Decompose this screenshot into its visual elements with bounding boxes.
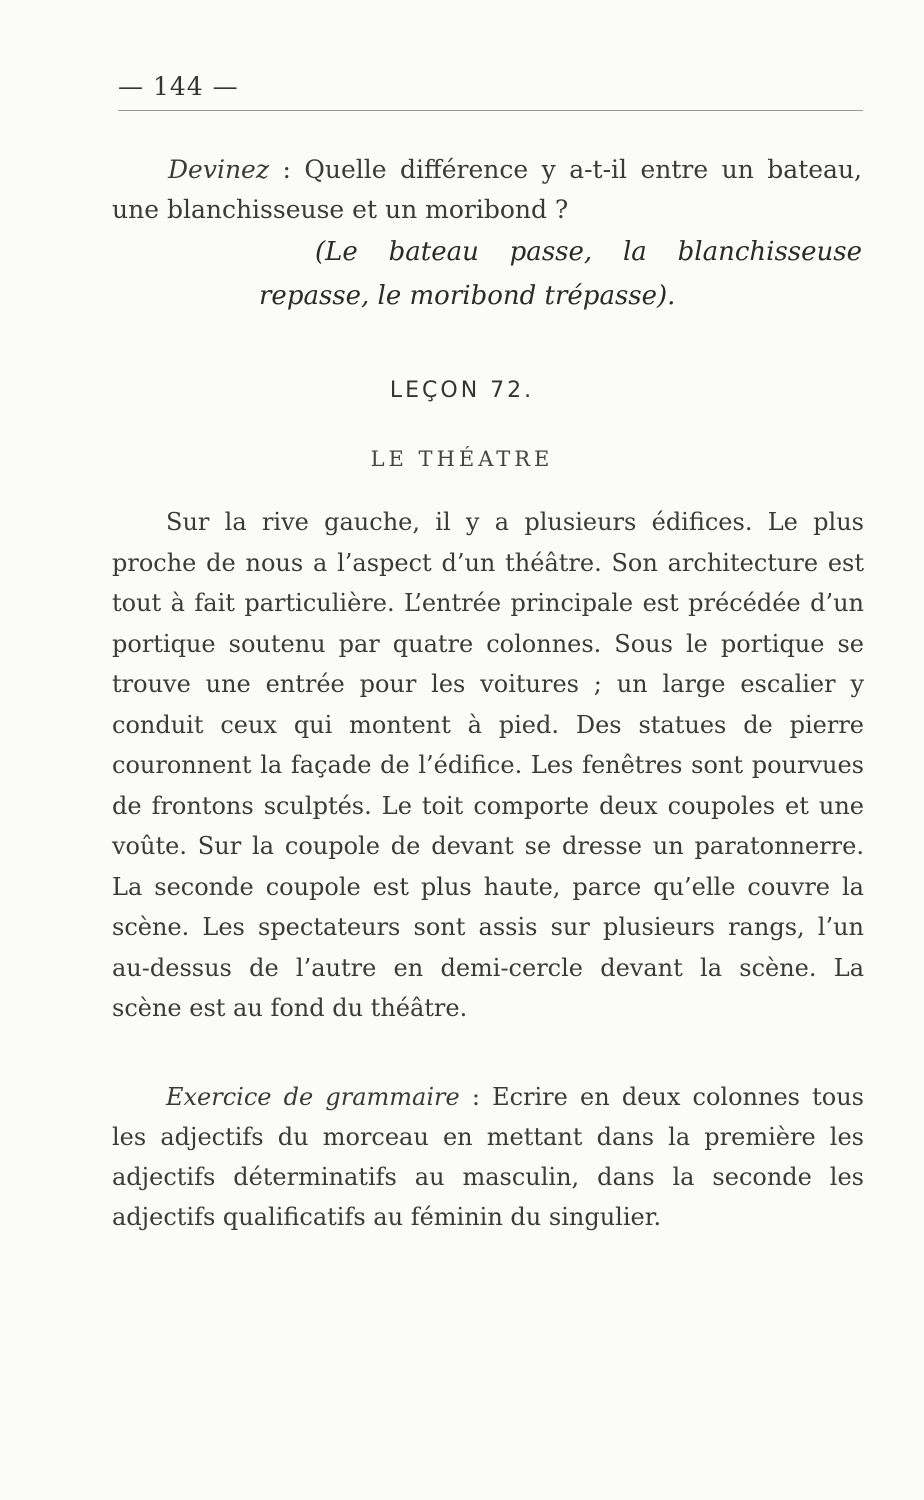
lesson-body <box>112 502 864 1029</box>
lesson-paragraph: Sur la rive gauche, il y a plusieurs édifices. Le plus proche de nous a l’aspect d’un théâtre. Son architecture est tout à fait particulière. L’entrée principale est précédée d’un portique soutenu par quatre colonnes. Sous le portique se trouve une entrée pour les voitures ; un large escalier y conduit ceux qui montent à pied. Des statues de pierre couronnent la façade de l’édifice. Les fenêtres sont pourvues de frontons sculptés. Le toit comporte deux coupoles et une voûte. Sur la coupole de devant se dresse un paratonnerre. La seconde coupole est plus haute, parce qu’elle couvre la scène. Les spectateurs sont assis sur plusieurs rangs, l’un au-dessus de l’autre en demi-cercle devant la scène. La scène est au fond du théâtre. <box>112 508 864 1022</box>
riddle-answer: (Le bateau passe, la blanchisseuse repasse, le moribond trépasse). <box>259 237 862 311</box>
exercise-paragraph <box>112 1077 864 1237</box>
riddle-lead: Devinez <box>168 155 270 184</box>
lesson-title: LEÇON 72. <box>389 378 535 403</box>
exercise-block <box>112 1077 864 1237</box>
header-divider <box>118 110 863 111</box>
exercise-lead: Exercice de grammaire <box>166 1083 460 1111</box>
exercise-text: : Ecrire en deux colonnes tous les adjectifs du morceau en mettant dans la première les adjectifs déterminatifs au masculin, dans la seconde les adjectifs qualificatifs au féminin du singulier. <box>112 1083 864 1231</box>
page-number: — 144 — <box>118 72 239 101</box>
section-title: LE THÉATRE <box>370 447 554 471</box>
riddle-question <box>112 150 862 230</box>
riddle-block <box>112 150 862 318</box>
riddle-text: : Quelle différence y a-t-il entre un bateau, une blanchisseuse et un moribond ? <box>112 155 862 224</box>
